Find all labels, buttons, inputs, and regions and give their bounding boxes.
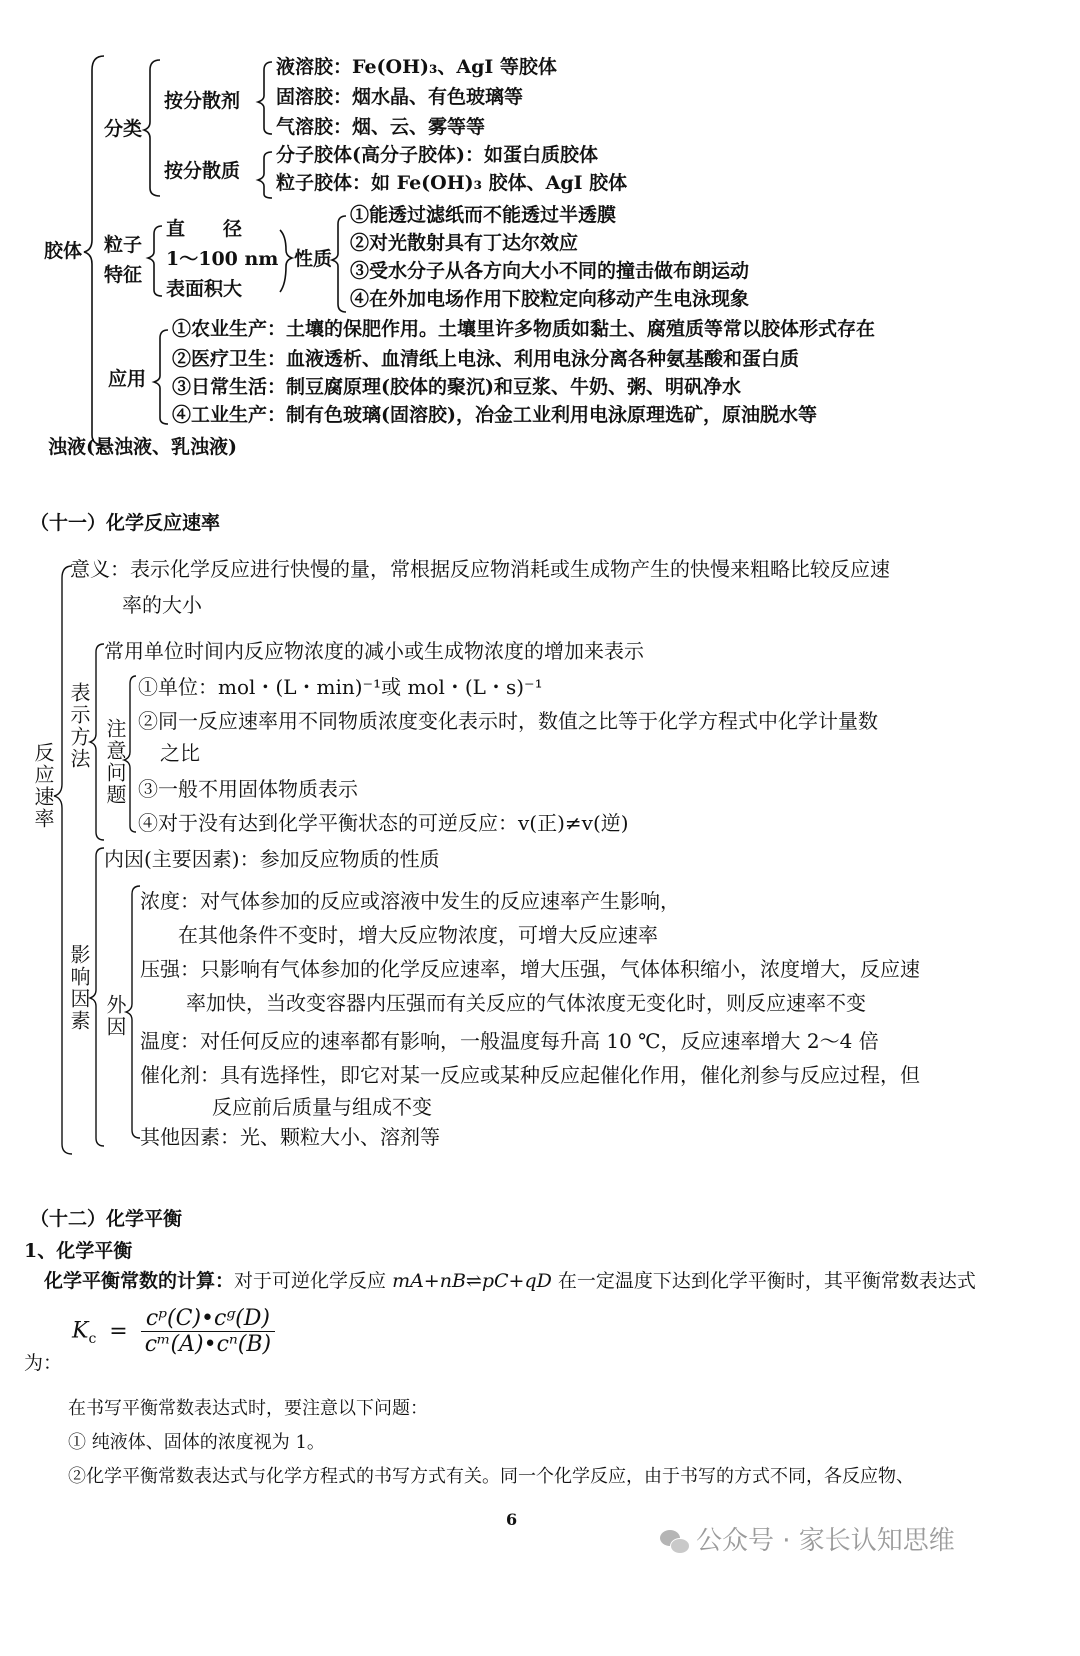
kc-symbol: K bbox=[72, 1318, 89, 1344]
cat-line2: 反应前后质量与组成不变 bbox=[212, 1095, 432, 1119]
note-2b: 之比 bbox=[160, 741, 200, 765]
external-label: 外因 bbox=[103, 994, 127, 1038]
kc-subscript: c bbox=[88, 1330, 97, 1347]
eq-note-2: ②化学平衡常数表达式与化学方程式的书写方式有关。同一个化学反应，由于书写的方式不同，各反应物、 bbox=[68, 1466, 914, 1487]
calc-label: 化学平衡常数的计算： bbox=[44, 1270, 235, 1292]
others-line: 其他因素：光、颗粒大小、溶剂等 bbox=[140, 1125, 440, 1149]
kc-fraction bbox=[141, 1306, 275, 1357]
medium-item-3: 气溶胶：烟、云、雾等等 bbox=[276, 116, 486, 138]
diameter-label: 直 径 bbox=[166, 218, 243, 240]
reaction-equation: mA+nB⇌pC+qD bbox=[392, 1270, 552, 1292]
rate-meaning-line2: 率的大小 bbox=[122, 593, 202, 617]
conc-line1: 浓度：对气体参加的反应或溶液中发生的反应速率产生影响， bbox=[140, 889, 680, 913]
kc-formula: $K_c$ = $\frac{\text{cᵖ(C)•cᵍ(D)}}{\text{cᵐ(A)•cⁿ(B)}}$ bbox=[72, 1306, 275, 1357]
feature-label: 特征 bbox=[104, 264, 143, 286]
calc-text-pre: 对于可逆化学反应 bbox=[234, 1270, 393, 1292]
rate-section-title: （十一）化学反应速率 bbox=[30, 512, 221, 534]
colloid-root: 胶体 bbox=[44, 240, 83, 262]
note-4: ④对于没有达到化学平衡状态的可逆反应：v(正)≠v(逆) bbox=[138, 811, 629, 835]
note-2a: ②同一反应速率用不同物质浓度变化表示时，数值之比等于化学方程式中化学计量数 bbox=[138, 709, 878, 733]
eq-note-1: ① 纯液体、固体的浓度视为 1。 bbox=[68, 1432, 325, 1453]
press-line2: 率加快，当改变容器内压强而有关反应的气体浓度无变化时，则反应速率不变 bbox=[186, 991, 866, 1015]
phase-item-2: 粒子胶体：如 Fe(OH)₃ 胶体、AgI 胶体 bbox=[276, 172, 628, 194]
eq-note-intro: 在书写平衡常数表达式时，要注意以下问题： bbox=[68, 1398, 428, 1419]
note-1: ①单位：mol・(L・min)⁻¹或 mol・(L・s)⁻¹ bbox=[138, 675, 543, 699]
application-1: ①农业生产：土壤的保肥作用。土壤里许多物质如黏土、腐殖质等常以胶体形式存在 bbox=[172, 318, 876, 340]
equilibrium-subtitle: 1、化学平衡 bbox=[24, 1240, 133, 1262]
expression-label: 表示方法 bbox=[67, 682, 91, 770]
note-3: ③一般不用固体物质表示 bbox=[138, 777, 358, 801]
kc-denominator: cᵐ(A)•cⁿ(B) bbox=[144, 1332, 272, 1357]
application-4: ④工业生产：制有色玻璃(固溶胶)，冶金工业利用电泳原理选矿，原油脱水等 bbox=[172, 404, 817, 426]
wechat-icon bbox=[660, 1530, 690, 1554]
rate-meaning-line1: 意义：表示化学反应进行快慢的量，常根据反应物消耗或生成物产生的快慢来粗略比较反应速 bbox=[70, 557, 890, 581]
cat-line1: 催化剂：具有选择性，即它对某一反应或某种反应起催化作用，催化剂参与反应过程，但 bbox=[140, 1063, 920, 1087]
application-label: 应用 bbox=[108, 368, 147, 390]
internal-factor: 内因(主要因素)：参加反应物质的性质 bbox=[104, 847, 440, 871]
temp-line: 温度：对任何反应的速率都有影响，一般温度每升高 10 ℃，反应速率增大 2～4 倍 bbox=[140, 1029, 879, 1053]
press-line1: 压强：只影响有气体参加的化学反应速率，增大压强，气体体积缩小，浓度增大，反应速 bbox=[140, 957, 920, 981]
phase-item-1: 分子胶体(高分子胶体)：如蛋白质胶体 bbox=[276, 144, 598, 166]
equilibrium-section-title: （十二）化学平衡 bbox=[30, 1208, 183, 1230]
particle-label: 粒子 bbox=[104, 234, 143, 256]
property-1: ①能透过滤纸而不能透过半透膜 bbox=[350, 204, 617, 226]
kc-numerator: cᵖ(C)•cᵍ(D) bbox=[141, 1306, 275, 1332]
watermark bbox=[660, 1520, 955, 1557]
page-number: 6 bbox=[506, 1510, 518, 1529]
suspension-label: 浊液(悬浊液、乳浊液) bbox=[48, 436, 237, 458]
range-label: 1～100 nm bbox=[166, 248, 279, 270]
calc-text-post: 在一定温度下达到化学平衡时，其平衡常数表达式 bbox=[551, 1270, 976, 1292]
by-medium-label: 按分散剂 bbox=[164, 90, 241, 112]
application-2: ②医疗卫生：血液透析、血清纸上电泳、利用电泳分离各种氨基酸和蛋白质 bbox=[172, 348, 800, 370]
by-phase-label: 按分散质 bbox=[164, 160, 241, 182]
surface-label: 表面积大 bbox=[166, 278, 243, 300]
calc-paragraph bbox=[44, 1266, 976, 1293]
property-4: ④在外加电场作用下胶粒定向移动产生电泳现象 bbox=[350, 288, 750, 310]
medium-item-2: 固溶胶：烟水晶、有色玻璃等 bbox=[276, 86, 524, 108]
application-3: ③日常生活：制豆腐原理(胶体的聚沉)和豆浆、牛奶、粥、明矾净水 bbox=[172, 376, 741, 398]
expression-common: 常用单位时间内反应物浓度的减小或生成物浓度的增加来表示 bbox=[104, 639, 644, 663]
factors-label: 影响因素 bbox=[67, 944, 91, 1032]
watermark-text: 公众号 · 家长认知思维 bbox=[696, 1526, 955, 1556]
conc-line2: 在其他条件不变时，增大反应物浓度，可增大反应速率 bbox=[178, 923, 658, 947]
medium-item-1: 液溶胶：Fe(OH)₃、AgI 等胶体 bbox=[276, 56, 557, 78]
property-2: ②对光散射具有丁达尔效应 bbox=[350, 232, 579, 254]
property-3: ③受水分子从各方向大小不同的撞击做布朗运动 bbox=[350, 260, 750, 282]
property-label: 性质 bbox=[294, 248, 333, 270]
classify-label: 分类 bbox=[104, 118, 143, 140]
notes-label: 注意问题 bbox=[103, 718, 127, 806]
rate-root-label: 反应速率 bbox=[31, 742, 55, 830]
wei-label: 为： bbox=[24, 1352, 63, 1374]
